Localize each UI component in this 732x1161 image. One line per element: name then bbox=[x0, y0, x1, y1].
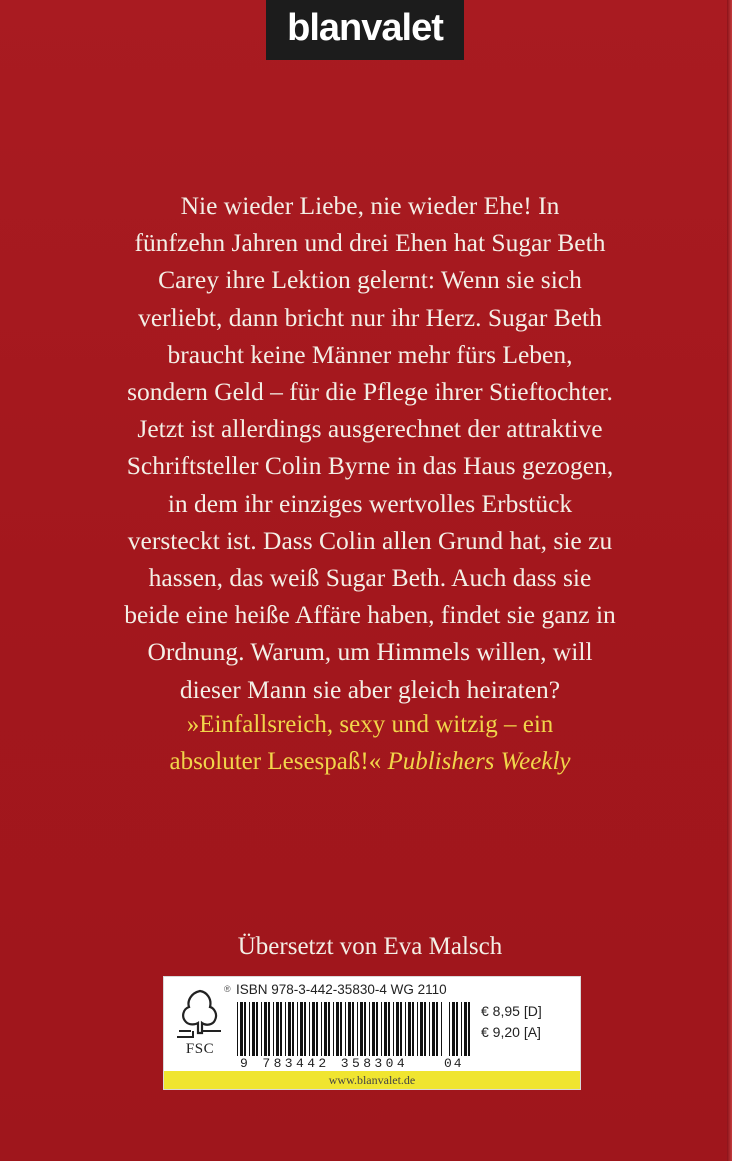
addon-digits: 04 bbox=[444, 1056, 464, 1071]
blurb-line: Jetzt ist allerdings ausgerechnet der attraktive bbox=[137, 414, 603, 444]
blurb-line: braucht keine Männer mehr fürs Leben, bbox=[167, 339, 573, 369]
blurb-line: Carey ihre Lektion gelernt: Wenn sie sich bbox=[158, 265, 582, 295]
blurb-line: hassen, das weiß Sugar Beth. Auch dass sie bbox=[148, 563, 592, 593]
publisher-url[interactable]: www.blanvalet.de bbox=[164, 1071, 580, 1089]
price-austria: € 9,20 [A] bbox=[481, 1024, 541, 1040]
blurb-line: in dem ihr einziges wertvolles Erbstück bbox=[167, 488, 573, 518]
review-quote bbox=[80, 706, 660, 780]
review-quote-line bbox=[80, 743, 660, 780]
price-germany: € 8,95 [D] bbox=[481, 1003, 542, 1019]
fsc-logo bbox=[173, 987, 227, 1067]
addon-barcode bbox=[449, 1002, 473, 1056]
isbn-text: ISBN 978-3-442-35830-4 WG 2110 bbox=[236, 982, 447, 997]
blurb-line: Schriftsteller Colin Byrne in das Haus gezogen, bbox=[126, 451, 614, 481]
blurb-line: Nie wieder Liebe, nie wieder Ehe! In bbox=[180, 191, 560, 220]
fsc-label: FSC bbox=[185, 1041, 215, 1057]
blurb-line: beide eine heiße Affäre haben, findet sie ganz in bbox=[124, 600, 616, 630]
fsc-tree-icon bbox=[173, 987, 227, 1043]
registered-mark: ® bbox=[224, 984, 231, 994]
review-source: Publishers Weekly bbox=[387, 748, 571, 775]
blurb-line: fünfzehn Jahren und drei Ehen hat Sugar Beth bbox=[134, 228, 606, 258]
blurb-line: dieser Mann sie aber gleich heiraten? bbox=[179, 674, 561, 704]
publisher-logo-text: blanvalet bbox=[287, 7, 443, 49]
blurb-line: verliebt, dann bricht nur ihr Herz. Sugar Beth bbox=[138, 302, 602, 332]
translator-credit: Übersetzt von Eva Malsch bbox=[237, 933, 503, 960]
cover-edge bbox=[727, 0, 732, 1161]
ean-barcode bbox=[237, 1002, 469, 1056]
barcode-digits: 9 783442 358304 bbox=[240, 1056, 409, 1071]
blurb-text bbox=[80, 187, 660, 708]
review-quote-text: absoluter Lesespaß!« bbox=[169, 748, 388, 775]
blurb-line: versteckt ist. Dass Colin allen Grund hat, sie zu bbox=[127, 525, 613, 555]
blurb-line: sondern Geld – für die Pflege ihrer Stieftochter. bbox=[127, 377, 613, 407]
publisher-logo bbox=[266, 0, 464, 60]
review-quote-line: »Einfallsreich, sexy und witzig – ein bbox=[186, 711, 554, 738]
barcode-panel bbox=[163, 976, 581, 1090]
blurb-line: Ordnung. Warum, um Himmels willen, will bbox=[147, 637, 593, 667]
